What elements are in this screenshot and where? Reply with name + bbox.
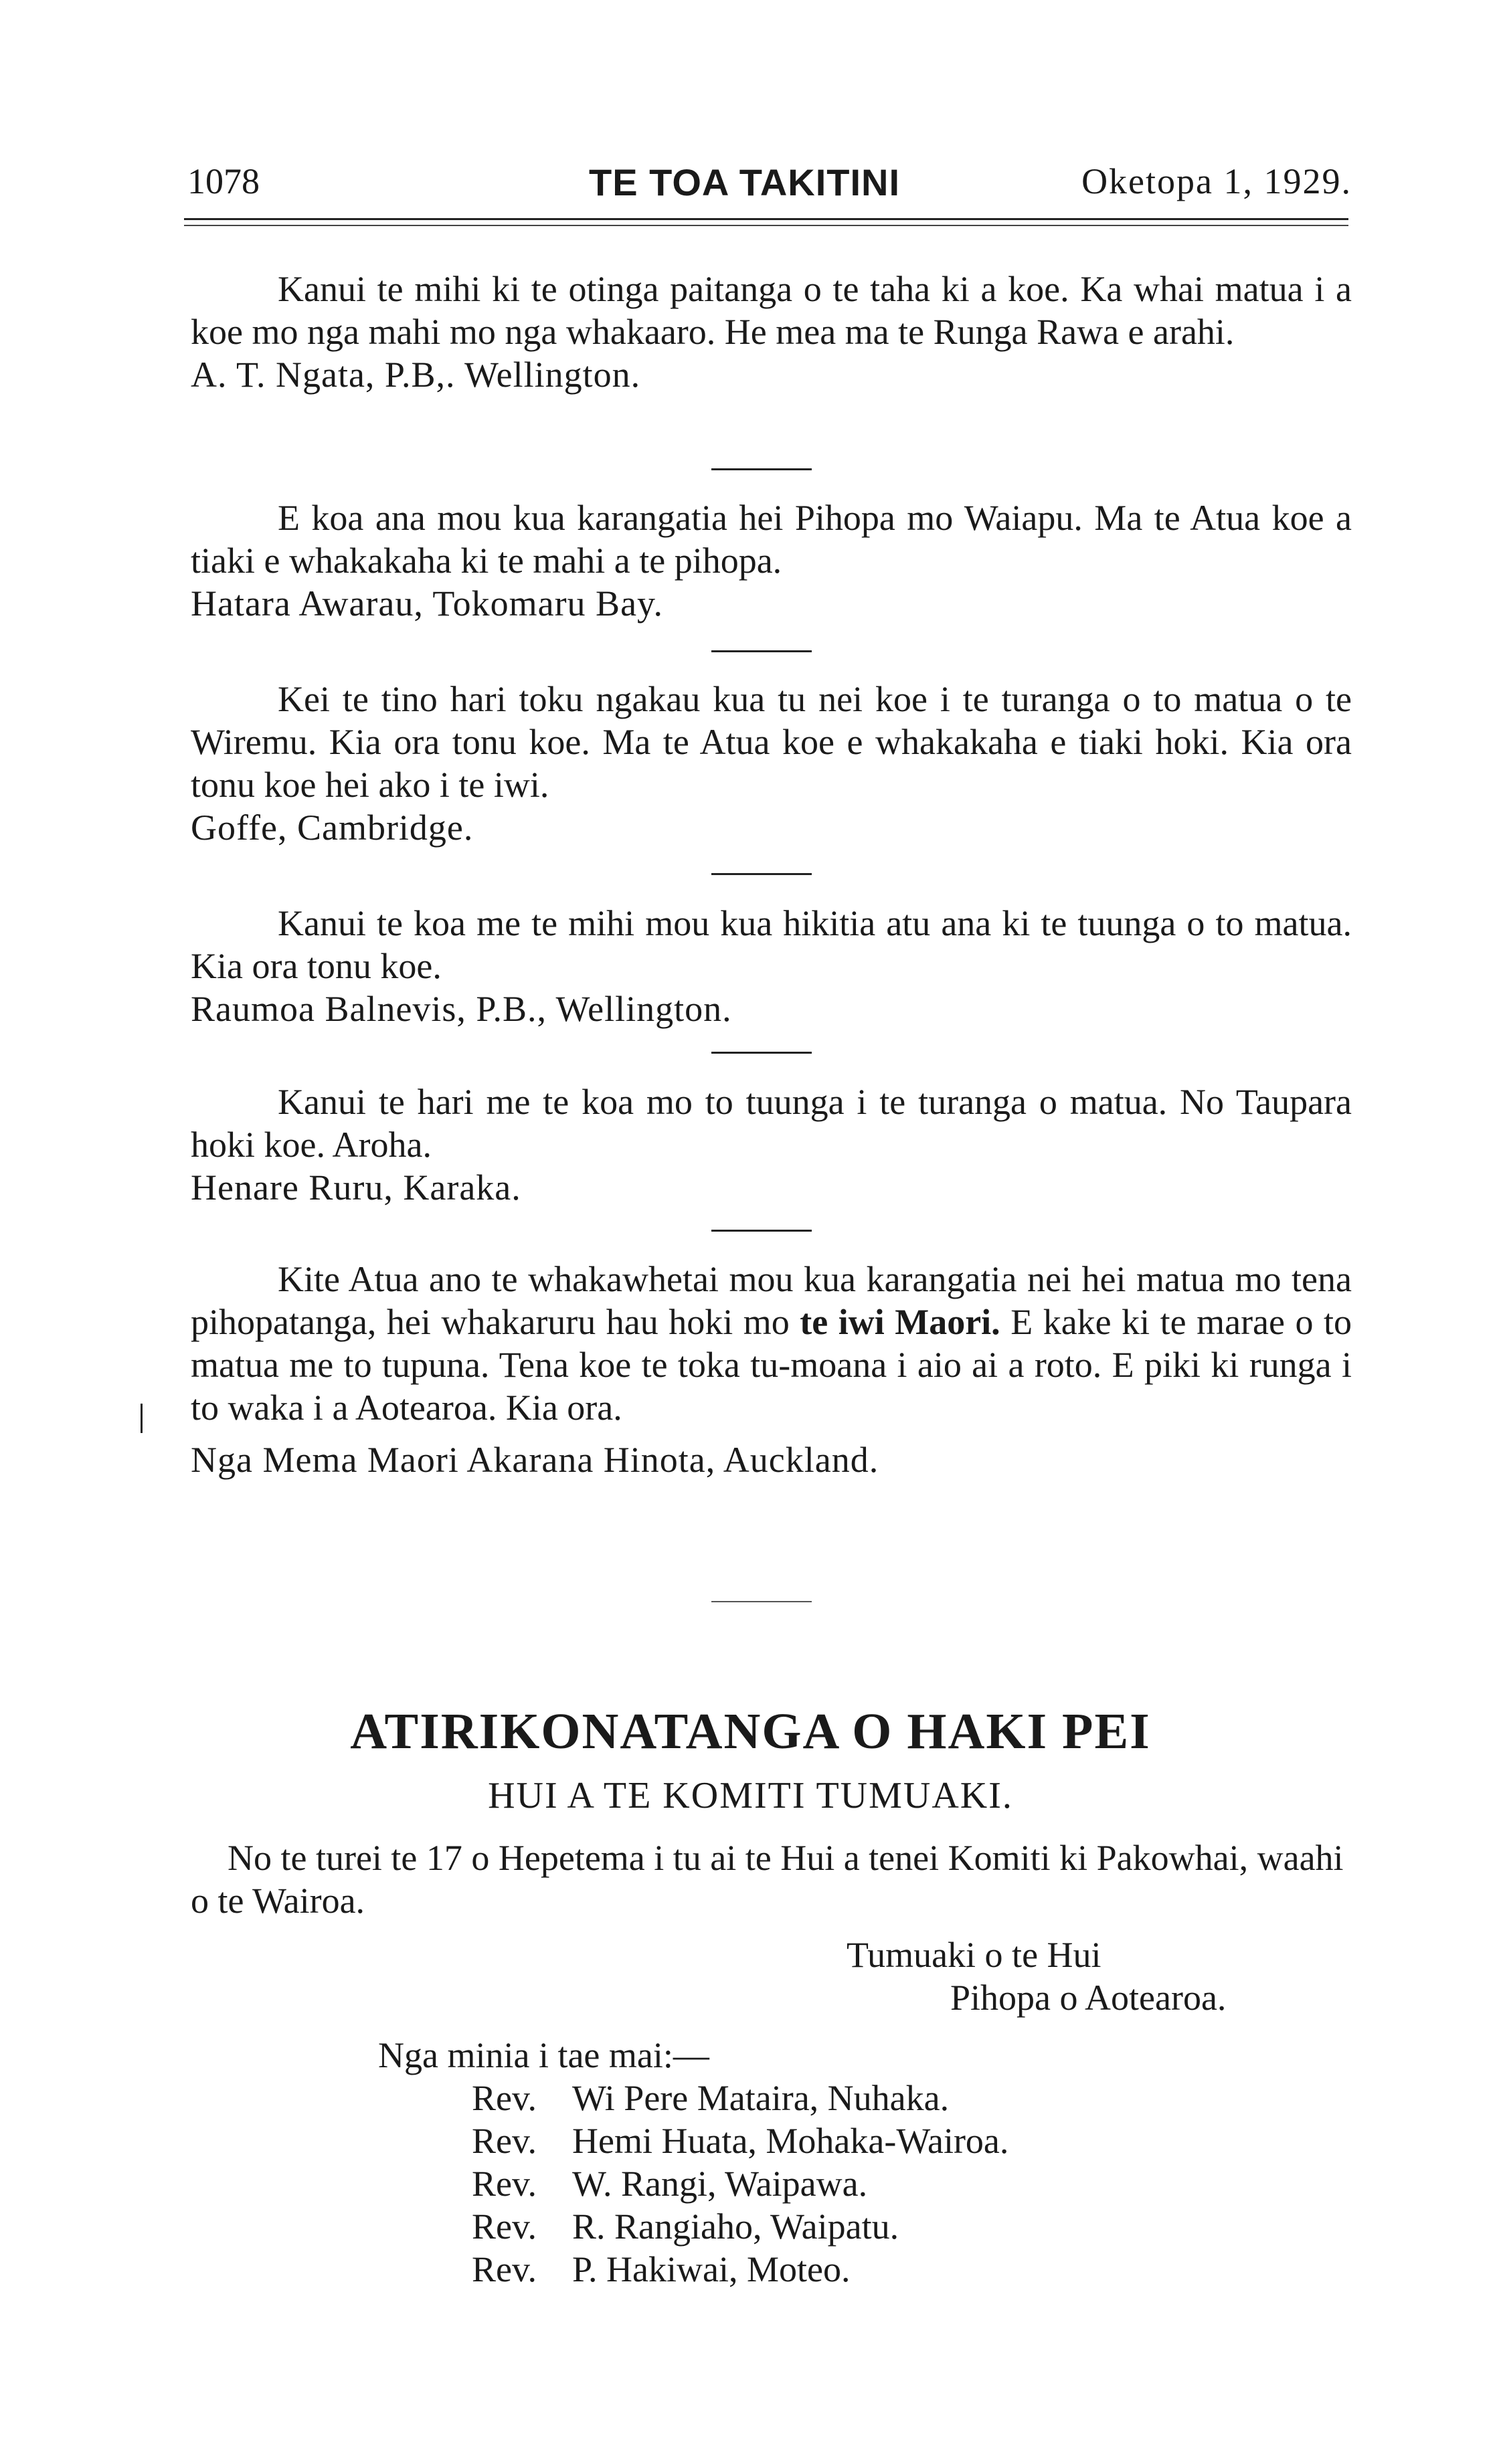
letter-4	[191, 902, 1352, 1030]
page-header	[187, 161, 1352, 214]
member-name: Hemi Huata, Mohaka-Wairoa.	[572, 2121, 1009, 2161]
divider	[711, 468, 812, 470]
list-item	[472, 2248, 1008, 2291]
member-title: Rev.	[472, 2249, 537, 2289]
chair-title: Tumuaki o te Hui	[847, 1935, 1101, 1975]
divider	[711, 1052, 812, 1054]
letter-3	[191, 678, 1352, 849]
letter-signature: Raumoa Balnevis, P.B., Wellington.	[191, 989, 732, 1029]
list-item	[472, 2162, 1008, 2205]
page-number: 1078	[187, 161, 260, 201]
letter-body-start: Kite Atua ano te whakawhetai mou kua karangatia nei hei matua mo tena pihopatanga, hei whakaruru hau hoki mo	[191, 1259, 1352, 1342]
letter-signature: Nga Mema Maori Akarana Hinota, Auckland.	[191, 1440, 879, 1480]
section-title: ATIRIKONATANGA O HAKI PEI	[350, 1703, 1151, 1760]
issue-date: Oketopa 1, 1929.	[1081, 161, 1352, 201]
chair-name: Pihopa o Aotearoa.	[950, 1978, 1227, 2018]
margin-mark	[141, 1404, 143, 1433]
member-title: Rev.	[472, 2206, 537, 2247]
letter-body: Kanui te koa me te mihi mou kua hikitia atu ana ki te tuunga o to matua. Kia ora tonu koe.	[191, 903, 1352, 986]
member-name: R. Rangiaho, Waipatu.	[572, 2206, 899, 2247]
section-paragraph: No te turei te 17 o Hepetema i tu ai te Hui a tenei Komiti ki Pakowhai, waahi o te Wairoa.	[191, 1838, 1344, 1921]
member-title: Rev.	[472, 2121, 537, 2161]
divider	[711, 873, 812, 875]
members-lead: Nga minia i tae mai:—	[378, 2035, 709, 2075]
header-rule	[184, 218, 1348, 220]
list-item	[472, 2205, 1008, 2248]
letter-signature: Hatara Awarau, Tokomaru Bay.	[191, 583, 664, 624]
letter-2	[191, 496, 1352, 625]
list-item	[472, 2119, 1008, 2162]
letter-body: Kei te tino hari toku ngakau kua tu nei koe i te turanga o to matua o te Wiremu. Kia ora tonu koe. Ma te Atua koe e whakakaha e tiaki hoki. Kia ora tonu koe hei ako i te iwi.	[191, 679, 1352, 805]
letter-body: Kanui te mihi ki te otinga paitanga o te taha ki a koe. Ka whai matua i a koe mo nga mahi mo nga whakaaro. He mea ma te Runga Rawa e arahi.	[191, 269, 1352, 352]
letter-body-end: E kake ki te marae o to matua me to tupuna. Tena koe te toka tu-moana i aio ai a roto. E piki ki runga i to waka i a Aotearoa. Kia ora.	[191, 1302, 1352, 1428]
member-name: Wi Pere Mataira, Nuhaka.	[572, 2078, 950, 2118]
letter-5	[191, 1080, 1352, 1209]
list-item	[472, 2077, 1008, 2119]
publication-title: TE TOA TAKITINI	[589, 161, 901, 203]
member-title: Rev.	[472, 2078, 537, 2118]
letter-6	[191, 1258, 1352, 1481]
header-rule-double	[184, 225, 1348, 226]
letter-signature: A. T. Ngata, P.B,. Wellington.	[191, 355, 641, 395]
members-list	[378, 2034, 1008, 2291]
section-subtitle: HUI A TE KOMITI TUMUAKI.	[488, 1775, 1013, 1816]
letter-body	[191, 1258, 1352, 1429]
letter-body: Kanui te hari me te koa mo to tuunga i te turanga o matua. No Taupara hoki koe. Aroha.	[191, 1082, 1352, 1165]
letter-signature: Henare Ruru, Karaka.	[191, 1167, 521, 1208]
letter-signature: Goffe, Cambridge.	[191, 808, 474, 848]
divider	[711, 1601, 812, 1602]
chair-block	[847, 1933, 1226, 2019]
member-title: Rev.	[472, 2164, 537, 2204]
letter-body-bold: te iwi Maori.	[800, 1302, 1000, 1342]
divider	[711, 1230, 812, 1232]
letter-body: E koa ana mou kua karangatia hei Pihopa mo Waiapu. Ma te Atua koe a tiaki e whakakaha ki te mahi a te pihopa.	[191, 498, 1352, 581]
divider	[711, 650, 812, 652]
member-name: P. Hakiwai, Moteo.	[572, 2249, 851, 2289]
letter-1	[191, 268, 1352, 396]
members-items	[378, 2077, 1008, 2291]
section-body	[191, 1836, 1352, 1922]
member-name: W. Rangi, Waipawa.	[572, 2164, 868, 2204]
